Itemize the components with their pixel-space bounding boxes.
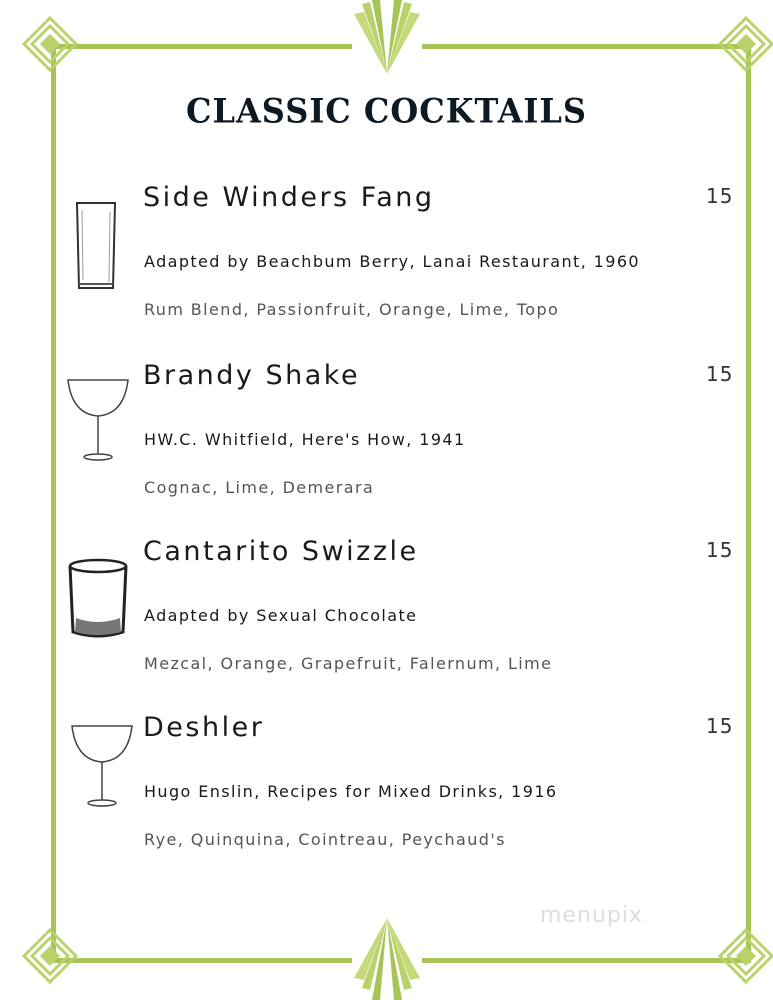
item-price: 15 <box>706 184 734 208</box>
item-name: Deshler <box>143 712 265 743</box>
item-price: 15 <box>706 714 734 738</box>
item-price: 15 <box>706 538 734 562</box>
menu-item <box>0 182 773 352</box>
menu-item <box>0 536 773 706</box>
menu-title: CLASSIC COCKTAILS <box>186 91 587 131</box>
item-source: HW.C. Whitfield, Here's How, 1941 <box>144 430 466 449</box>
item-ingredients: Rum Blend, Passionfruit, Orange, Lime, Topo <box>144 300 560 319</box>
coupe-glass-icon <box>70 722 134 810</box>
item-ingredients: Rye, Quinquina, Cointreau, Peychaud's <box>144 830 506 849</box>
watermark: menupix <box>540 903 643 928</box>
item-ingredients: Mezcal, Orange, Grapefruit, Falernum, Lime <box>144 654 553 673</box>
item-source: Adapted by Beachbum Berry, Lanai Restaurant, 1960 <box>144 252 640 271</box>
highball-glass-icon <box>74 200 118 292</box>
coupe-glass-icon <box>66 376 130 464</box>
item-name: Brandy Shake <box>143 360 361 391</box>
corner-diamond-icon <box>22 928 78 984</box>
item-name: Side Winders Fang <box>143 182 435 213</box>
art-deco-fan-icon <box>352 916 422 1000</box>
menu-item <box>0 360 773 530</box>
corner-diamond-icon <box>718 928 773 984</box>
corner-diamond-icon <box>22 16 78 72</box>
art-deco-fan-icon <box>352 0 422 76</box>
item-name: Cantarito Swizzle <box>143 536 419 567</box>
item-source: Adapted by Sexual Chocolate <box>144 606 418 625</box>
item-ingredients: Cognac, Lime, Demerara <box>144 478 375 497</box>
corner-diamond-icon <box>718 16 773 72</box>
item-price: 15 <box>706 362 734 386</box>
rocks-glass-icon <box>66 558 130 640</box>
item-source: Hugo Enslin, Recipes for Mixed Drinks, 1916 <box>144 782 558 801</box>
menu-item <box>0 712 773 882</box>
